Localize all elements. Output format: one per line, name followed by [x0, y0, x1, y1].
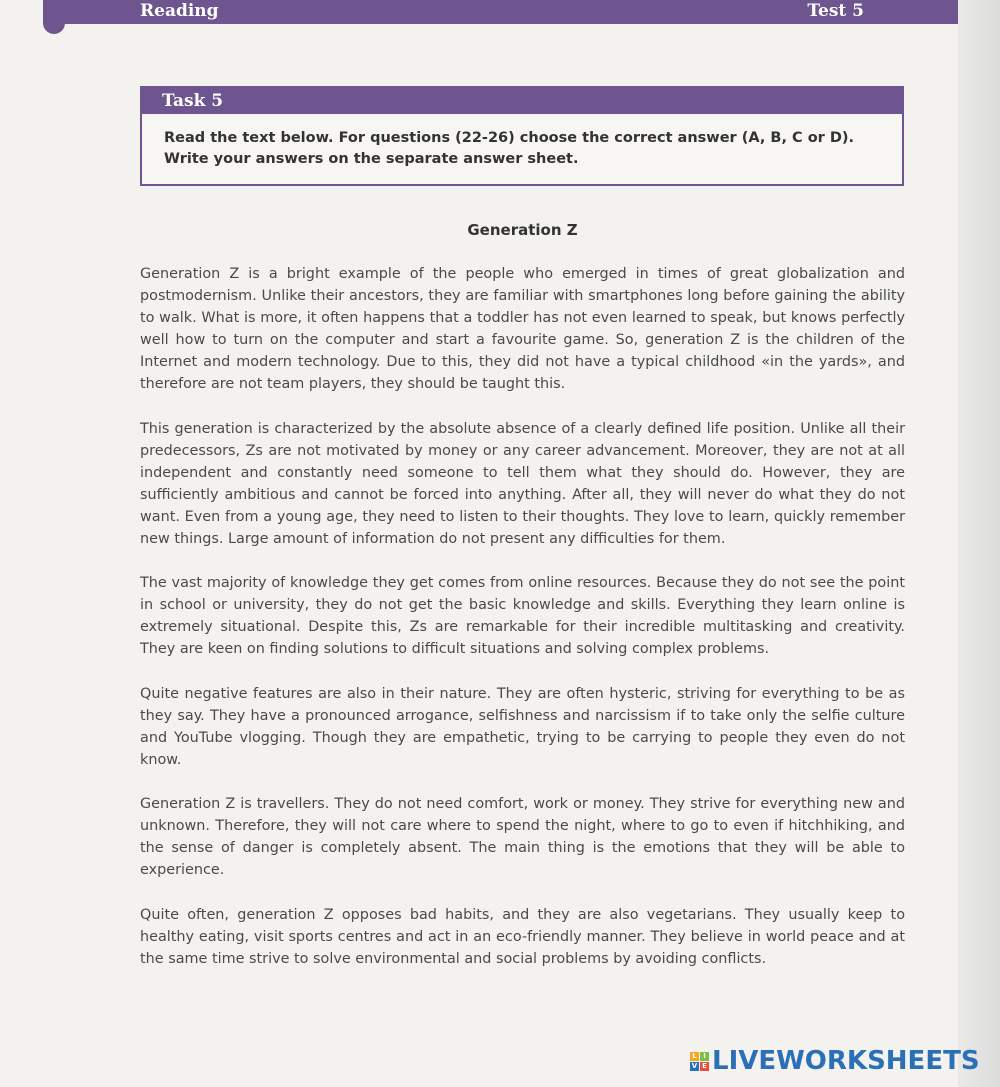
- section-label: Reading: [140, 1, 219, 21]
- header-dot: [43, 12, 65, 34]
- paragraph-3: The vast majority of knowledge they get comes from online resources. Because they do not see the point in school or university, they do not get the basic knowledge and skills. Everything they learn online is extremely situational. Despite this, Zs are remarkable for their incredible multitasking and creativity. They are keen on finding solutions to difficult situations and solving complex problems.: [140, 575, 905, 657]
- logo-letter-e: E: [700, 1062, 709, 1071]
- page-edge-shadow: [958, 0, 1000, 1087]
- liveworksheets-logo-icon: [690, 1052, 709, 1071]
- paragraph-5: Generation Z is travellers. They do not need comfort, work or money. They strive for everything new and unknown. Therefore, they will not care where to spend the night, where to go to even if hitchhiking, and the sense of danger is completely absent. The main thing is the emotions that they will be able to experience.: [140, 796, 905, 878]
- test-label: Test 5: [807, 1, 864, 21]
- logo-letter-i: I: [700, 1052, 709, 1061]
- article-title: Generation Z: [467, 221, 578, 239]
- paragraph-6: Quite often, generation Z opposes bad habits, and they are also vegetarians. They usually keep to healthy eating, visit sports centres and act in an eco-friendly manner. They believe in world peace and at the same time strive to solve environmental and social problems by avoiding conflicts.: [140, 907, 905, 967]
- paragraph-1: Generation Z is a bright example of the people who emerged in times of great globalization and postmodernism. Unlike their ancestors, they are familiar with smartphones long before gaining the ability to walk. What is more, it often happens that a toddler has not even learned to speak, but knows perfectly well how to turn on the computer and start a favourite game. So, generation Z is the children of the Internet and modern technology. Due to this, they did not have a typical childhood «in the yards», and therefore are not team players, they should be taught this.: [140, 266, 905, 392]
- paragraph-4: Quite negative features are also in their nature. They are often hysteric, striving for everything to be as they say. They have a pronounced arrogance, selfishness and narcissism if to take only the selfie culture and YouTube vlogging. Though they are empathetic, trying to be carrying to people they even do not know.: [140, 686, 905, 768]
- task-instruction: Read the text below. For questions (22-26) choose the correct answer (A, B, C or D). Write your answers on the separate answer sheet.: [164, 130, 855, 167]
- logo-letter-v: V: [691, 1061, 698, 1070]
- paragraph-2: This generation is characterized by the absolute absence of a clearly defined life position. Unlike all their predecessors, Zs are not motivated by money or any career advancement. Moreover, they are not at all independent and constantly need someone to tell them what they should do. However, they are sufficiently ambitious and cannot be forced into anything. After all, they will never do what they do not want. Even from a young age, they need to listen to their thoughts. They love to learn, quickly remember new things. Large amount of information do not present any difficulties for them.: [140, 421, 905, 547]
- task-box: [140, 86, 904, 186]
- liveworksheets-text: LIVEWORKSHEETS: [712, 1046, 980, 1076]
- task-title: Task 5: [142, 88, 902, 114]
- liveworksheets-watermark: [690, 1046, 980, 1076]
- header-bar: [43, 0, 958, 24]
- logo-letter-l: L: [690, 1052, 699, 1061]
